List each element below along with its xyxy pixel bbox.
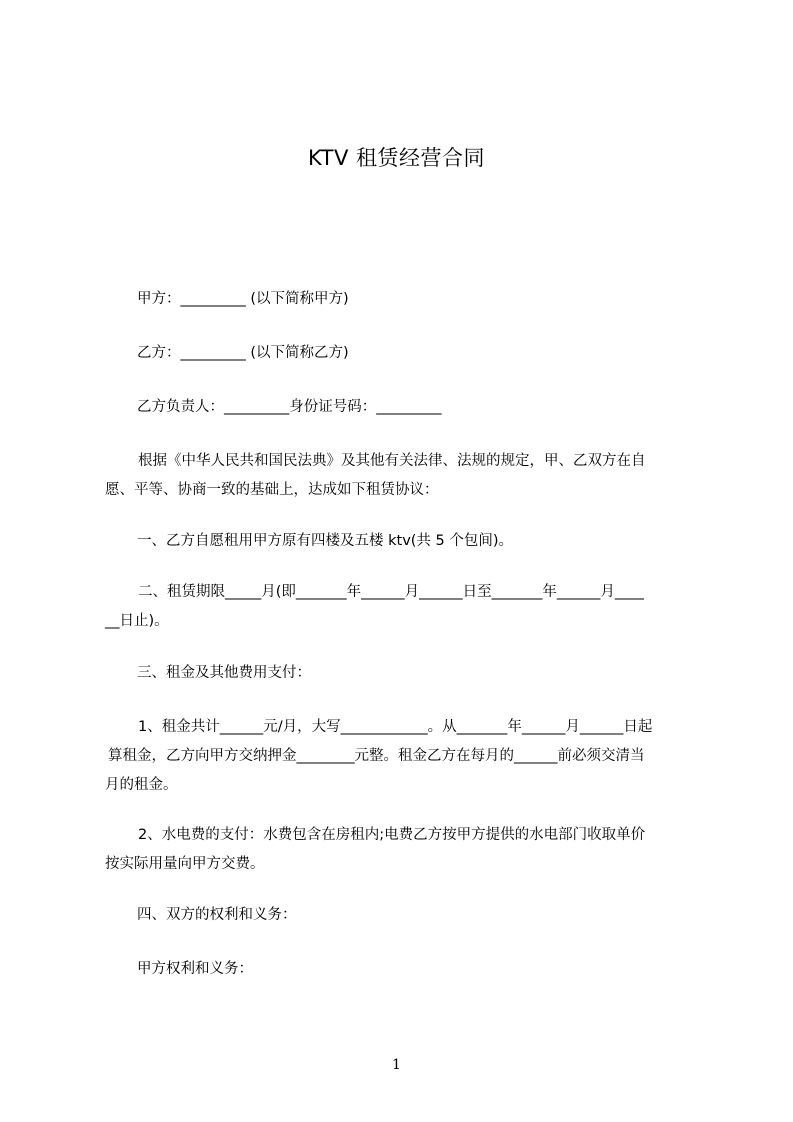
party-b-line: 乙方：_________ (以下简称乙方) xyxy=(137,345,349,361)
article-2-line-2: __日止)。 xyxy=(105,613,169,629)
clause-3-2-line-2: 按实际用量向甲方交费。 xyxy=(105,856,265,872)
article-2-paragraph xyxy=(105,578,705,636)
preamble-line-1: 根据《中华人民共和国民法典》及其他有关法律、法规的规定，甲、乙双方在自 xyxy=(138,453,646,469)
article-3-heading: 三、租金及其他费用支付： xyxy=(137,665,311,681)
preamble-paragraph xyxy=(105,447,705,505)
clause-3-1-line-3: 月的租金。 xyxy=(105,777,178,793)
party-a-line: 甲方：_________ (以下简称甲方) xyxy=(137,291,349,307)
article-2-line-1: 二、租赁期限_____月(即_______年______月______日至_______年______月____ xyxy=(138,584,644,600)
clause-3-1-paragraph xyxy=(105,713,705,800)
article-4-heading: 四、双方的权利和义务： xyxy=(137,907,297,923)
page-number: 1 xyxy=(392,1057,401,1073)
document-title: KTV 租赁经营合同 xyxy=(307,146,485,170)
article-1: 一、乙方自愿租用甲方原有四楼及五楼 ktv(共 5 个包间)。 xyxy=(137,533,514,549)
clause-3-1-line-2: 算租金，乙方向甲方交纳押金________元整。租金乙方在每月的______前必须交清当 xyxy=(108,748,645,764)
preamble-line-2: 愿、平等、协商一致的基础上，达成如下租赁协议： xyxy=(105,482,439,498)
clause-3-2-line-1: 2、水电费的支付：水费包含在房租内;电费乙方按甲方提供的水电部门收取单价 xyxy=(138,827,646,843)
clause-3-2-paragraph xyxy=(105,821,705,879)
clause-3-1-line-1: 1、租金共计______元/月，大写____________。从_______年______月______日起 xyxy=(138,719,653,735)
party-b-responsible-line: 乙方负责人：_________身份证号码：_________ xyxy=(137,399,442,415)
party-a-rights-heading: 甲方权利和义务： xyxy=(137,961,253,977)
